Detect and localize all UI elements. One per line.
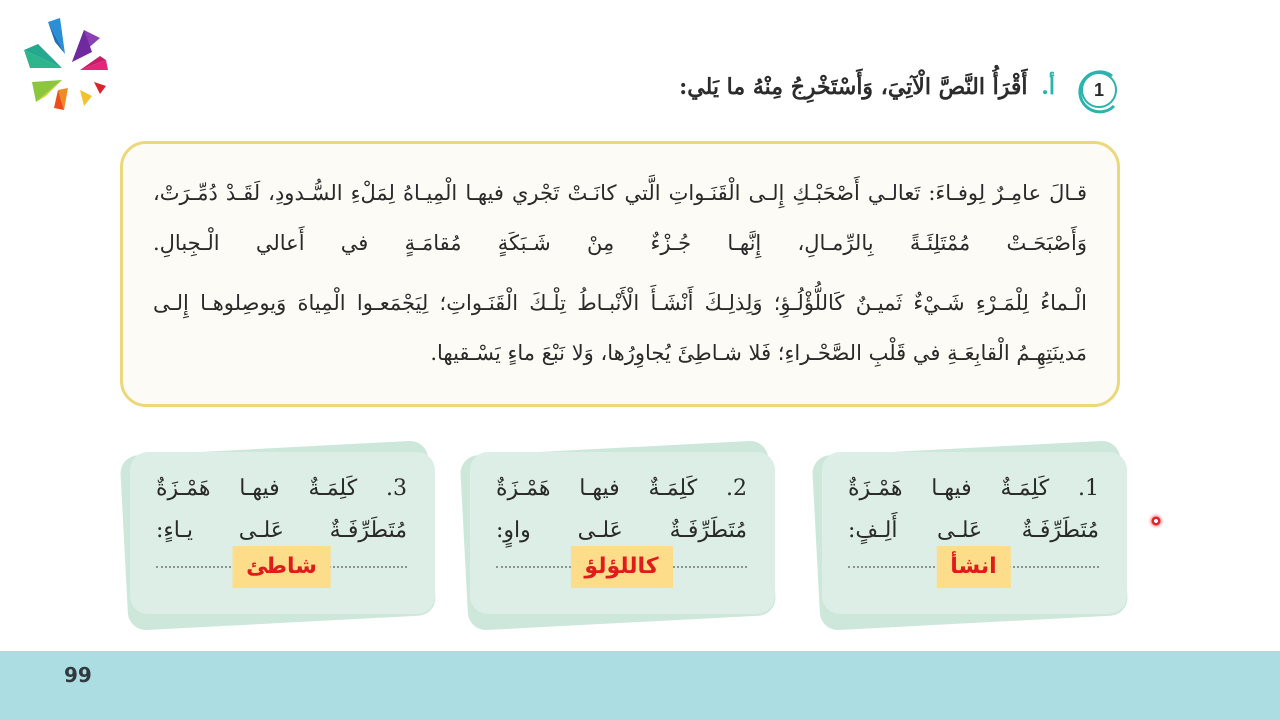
question-letter: أ. bbox=[1041, 74, 1055, 100]
question-number: 1 bbox=[1081, 72, 1117, 108]
answer-highlight[interactable]: كاللؤلؤ bbox=[570, 546, 672, 588]
answer-highlight[interactable]: انشأ bbox=[936, 546, 1010, 588]
question-number-badge bbox=[1072, 66, 1122, 116]
answer-row bbox=[496, 552, 747, 592]
answer-highlight[interactable]: شاطئ bbox=[232, 546, 331, 588]
colorful-star-burst-logo-icon bbox=[10, 10, 110, 110]
exercise-card-3 bbox=[130, 452, 435, 620]
answer-row bbox=[848, 552, 1099, 592]
card-prompt-line-2: مُتَطَرِّفَـةٌ عَلـى أَلِـفٍ: bbox=[848, 518, 1099, 543]
exercise-card-2 bbox=[470, 452, 775, 620]
card-body bbox=[130, 452, 435, 614]
page-footer bbox=[0, 651, 1280, 720]
answer-row bbox=[156, 552, 407, 592]
card-prompt-line-1: 3. كَلِمَـةٌ فيهـا هَمْـزَةٌ bbox=[156, 476, 407, 501]
passage-paragraph-1: قـالَ عامِـرٌ لِوفـاءَ: تَعالـي أَصْحَبْـكِ إِلـى الْقَنَـواتِ الَّتي كانَـتْ تَجْري فيهـا الْمِيـاهُ لِمَلْءِ السُّـدودِ، لَقَـدْ دُمِّـرَتْ، وَأَصْبَحَـتْ مُمْتَلِئَـةً بِالرِّمـالِ، إِنَّهـا جُـزْءٌ مِنْ شَـبَكَةٍ مُقامَـةٍ في أَعالي الْـجِبالِ. bbox=[153, 181, 1087, 255]
card-prompt-line-2: مُتَطَرِّفَـةٌ عَلـى واوٍ: bbox=[496, 518, 747, 543]
card-body bbox=[822, 452, 1127, 614]
question-title bbox=[679, 74, 1055, 100]
page-number: 99 bbox=[64, 663, 92, 687]
question-instruction: أَقْرَأُ النَّصَّ الْآتِيَ، وَأَسْتَخْرِجُ مِنْهُ ما يَلي: bbox=[679, 74, 1028, 100]
passage-paragraph-2: الْـماءُ لِلْمَـرْءِ شَـيْءٌ ثَميـنٌ كَاللُّؤْلُـؤِ؛ وَلِذلِـكَ أَنْشَـأَ الْأَنْبـاطُ تِلْـكَ الْقَنَـواتِ؛ لِيَجْمَعـوا الْمِياهَ وَيوصِلوهـا إِلـى مَدينَتِهِـمُ الْقابِعَـةِ في قَلْبِ الصَّحْـراءِ؛ فَلا شـاطِئَ يُجاوِرُها، وَلا نَبْعَ ماءٍ يَسْـقيها. bbox=[153, 291, 1087, 365]
pointer-cursor-icon bbox=[1148, 513, 1164, 529]
card-prompt-line-1: 2. كَلِمَـةٌ فيهـا هَمْـزَةٌ bbox=[496, 476, 747, 501]
card-prompt-line-2: مُتَطَرِّفَـةٌ عَلـى يـاءٍ: bbox=[156, 518, 407, 543]
card-prompt-line-1: 1. كَلِمَـةٌ فيهـا هَمْـزَةٌ bbox=[848, 476, 1099, 501]
exercise-card-1 bbox=[822, 452, 1127, 620]
reading-passage bbox=[120, 141, 1120, 407]
card-body bbox=[470, 452, 775, 614]
